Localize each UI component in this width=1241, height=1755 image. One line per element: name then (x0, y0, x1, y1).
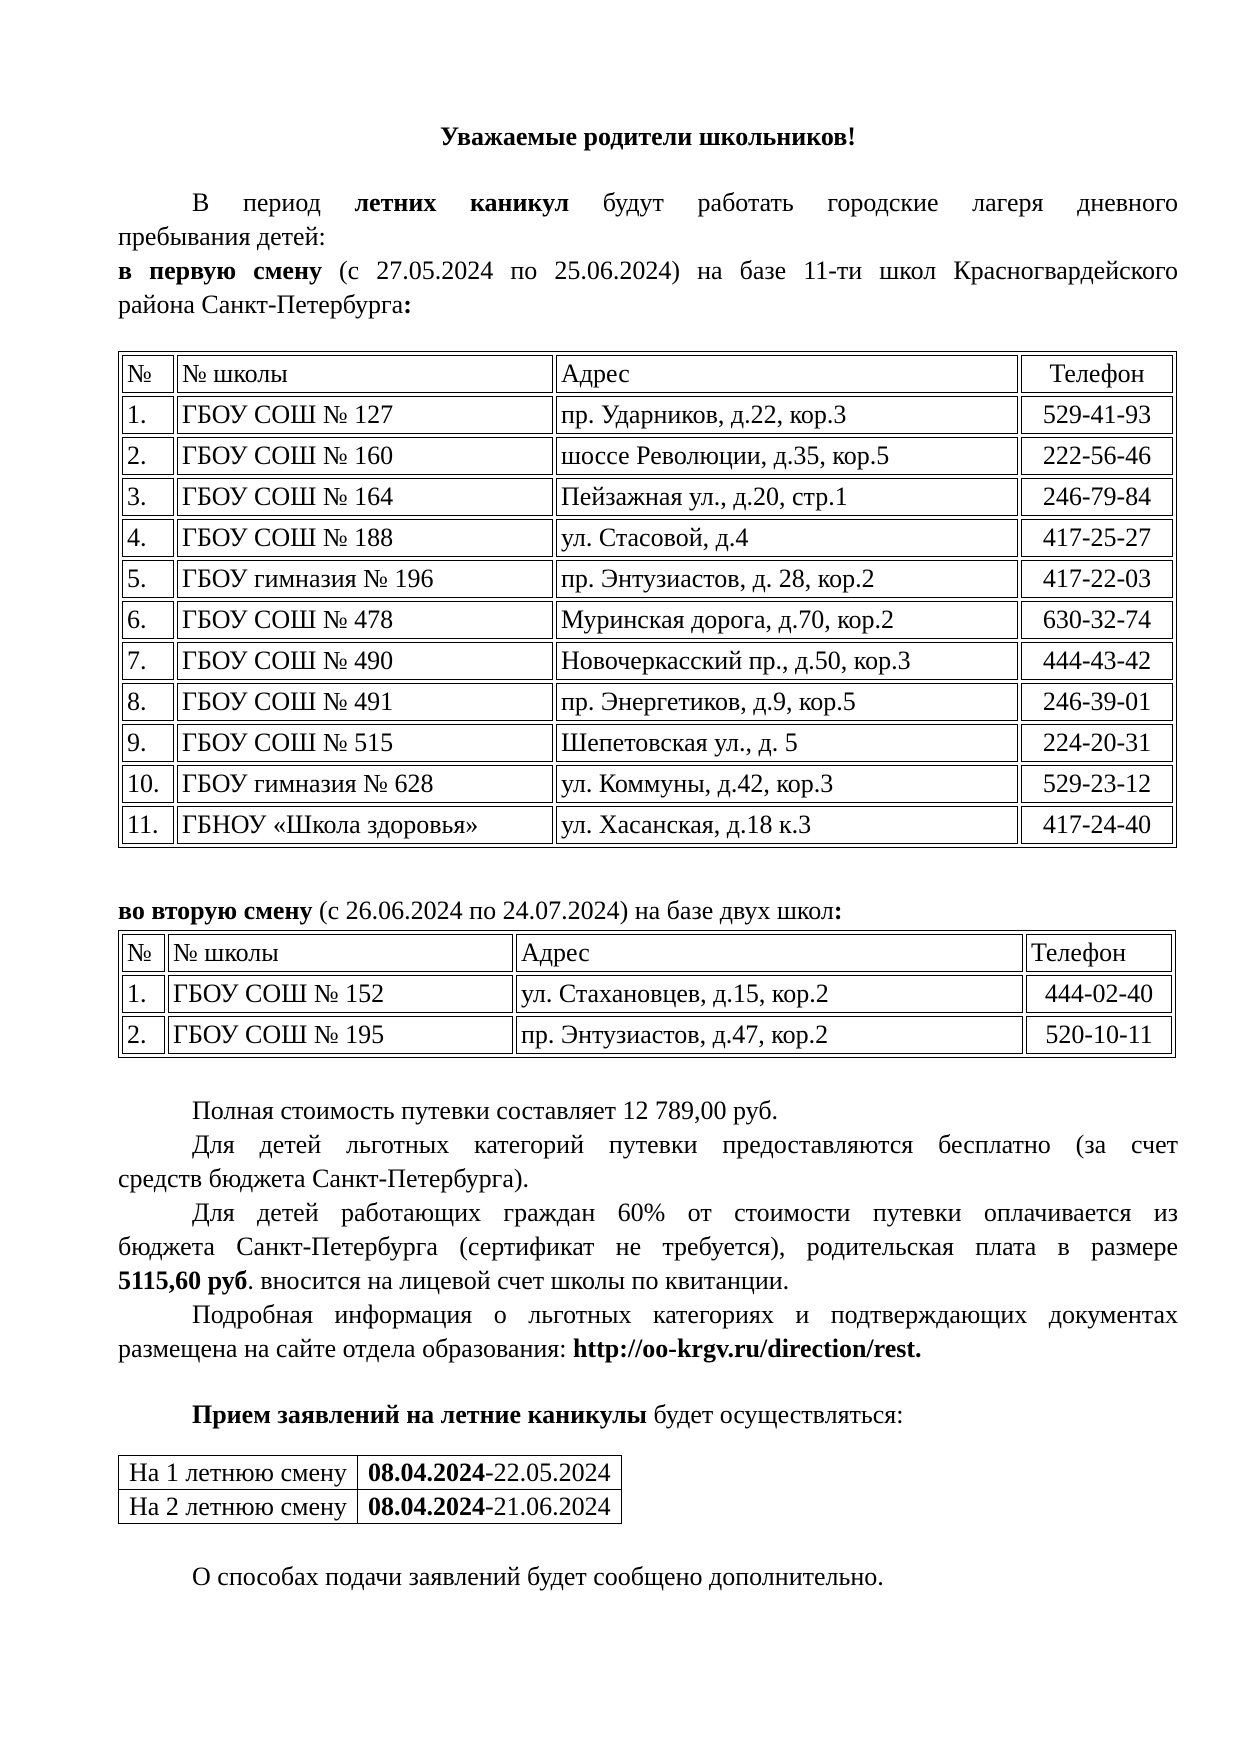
table-cell: ГБОУ СОШ № 491 (177, 683, 553, 721)
start-date: 08.04.2024 (368, 1458, 485, 1487)
table-header-row (122, 934, 1172, 972)
info-link[interactable]: http://oo-krgv.ru/direction/rest. (572, 1334, 922, 1363)
table-cell: ул. Стасовой, д.4 (556, 519, 1018, 557)
table-cell: 8. (122, 683, 174, 721)
intro-paragraph-line1: В период летних каникул будут работать городские лагеря дневного (192, 188, 1178, 217)
table-row (122, 975, 1172, 1013)
table-cell: ГБОУ СОШ № 164 (177, 478, 553, 516)
table-cell: 444-02-40 (1026, 975, 1172, 1013)
table-row (122, 806, 1173, 844)
table-cell: 5. (122, 560, 174, 598)
table-row (122, 519, 1173, 557)
table-cell: ул. Хасанская, д.18 к.3 (556, 806, 1018, 844)
table-cell: 444-43-42 (1021, 642, 1173, 680)
header-cell: № (122, 355, 174, 393)
date-range-cell (358, 1490, 622, 1524)
table-cell: 520-10-11 (1026, 1016, 1172, 1054)
table-cell: 224-20-31 (1021, 724, 1173, 762)
table-row (122, 1016, 1172, 1054)
table-cell: ГБОУ гимназия № 196 (177, 560, 553, 598)
table-cell: ГБОУ СОШ № 188 (177, 519, 553, 557)
table-cell: ГБОУ СОШ № 152 (168, 975, 513, 1013)
table-cell: ул. Коммуны, д.42, кор.3 (556, 765, 1018, 803)
table-cell: 3. (122, 478, 174, 516)
table-cell: ГБОУ СОШ № 195 (168, 1016, 513, 1054)
table-cell: Пейзажная ул., д.20, стр.1 (556, 478, 1018, 516)
table-cell: шоссе Революции, д.35, кор.5 (556, 437, 1018, 475)
table-cell: Шепетовская ул., д. 5 (556, 724, 1018, 762)
applications-heading: Прием заявлений на летние каникулы будет осуществляться: (192, 1400, 904, 1429)
page-title: Уважаемые родители школьников! (440, 122, 856, 151)
shift-label-cell: На 2 летнюю смену (119, 1490, 358, 1524)
table-cell: 4. (122, 519, 174, 557)
footer-note: О способах подачи заявлений будет сообщено дополнительно. (192, 1562, 884, 1591)
table-cell: 529-41-93 (1021, 396, 1173, 434)
table-cell: 417-22-03 (1021, 560, 1173, 598)
table-cell: 6. (122, 601, 174, 639)
header-cell: Адрес (556, 355, 1018, 393)
working-text-line3: 5115,60 руб. вносится на лицевой счет школы по квитанции. (118, 1266, 790, 1295)
shift1-line2: района Санкт-Петербурга: (118, 290, 412, 319)
table-cell: Новочеркасский пр., д.50, кор.3 (556, 642, 1018, 680)
end-date: -22.05.2024 (485, 1458, 611, 1487)
table-cell: 1. (122, 975, 165, 1013)
table-cell: 417-25-27 (1021, 519, 1173, 557)
table-cell: Муринская дорога, д.70, кор.2 (556, 601, 1018, 639)
table-cell: ГБОУ СОШ № 490 (177, 642, 553, 680)
benefit-text-line1: Для детей льготных категорий путевки предоставляются бесплатно (за счет (192, 1130, 1178, 1159)
table-cell: 11. (122, 806, 174, 844)
table-row (122, 560, 1173, 598)
table-row (122, 437, 1173, 475)
header-cell: № (122, 934, 165, 972)
table-cell: ГБОУ СОШ № 515 (177, 724, 553, 762)
start-date: 08.04.2024 (368, 1492, 485, 1521)
table-cell: 630-32-74 (1021, 601, 1173, 639)
shift2-line: во вторую смену (с 26.06.2024 по 24.07.2024) на базе двух школ: (118, 896, 843, 925)
date-range-cell (358, 1456, 622, 1490)
table-row (122, 724, 1173, 762)
info-text-line2: размещена на сайте отдела образования: http://oo-krgv.ru/direction/rest. (118, 1334, 922, 1363)
table-cell: 9. (122, 724, 174, 762)
table-header-row (122, 355, 1173, 393)
table-row (122, 765, 1173, 803)
table-row (122, 601, 1173, 639)
full-cost-text: Полная стоимость путевки составляет 12 789,00 руб. (192, 1096, 779, 1125)
table-cell: ГБОУ СОШ № 160 (177, 437, 553, 475)
table-row (119, 1456, 622, 1490)
table-cell: пр. Энтузиастов, д. 28, кор.2 (556, 560, 1018, 598)
table-row (122, 642, 1173, 680)
table-cell: 222-56-46 (1021, 437, 1173, 475)
benefit-text-line2: средств бюджета Санкт-Петербурга). (118, 1164, 530, 1193)
table-cell: 417-24-40 (1021, 806, 1173, 844)
table-cell: ГБНОУ «Школа здоровья» (177, 806, 553, 844)
table-cell: ГБОУ СОШ № 127 (177, 396, 553, 434)
table-cell: пр. Энтузиастов, д.47, кор.2 (516, 1016, 1023, 1054)
table-cell: пр. Ударников, д.22, кор.3 (556, 396, 1018, 434)
info-text-line1: Подробная информация о льготных категориях и подтверждающих документах (192, 1300, 1178, 1329)
working-text-line2: бюджета Санкт-Петербурга (сертификат не требуется), родительская плата в размере (118, 1232, 1178, 1261)
table-row (122, 478, 1173, 516)
table-cell: 10. (122, 765, 174, 803)
table-cell: ГБОУ гимназия № 628 (177, 765, 553, 803)
shift1-line1: в первую смену (с 27.05.2024 по 25.06.2024) на базе 11-ти школ Красногвардейского (118, 256, 1178, 285)
table-row (122, 683, 1173, 721)
header-cell: № школы (168, 934, 513, 972)
table-cell: ул. Стахановцев, д.15, кор.2 (516, 975, 1023, 1013)
table-cell: ГБОУ СОШ № 478 (177, 601, 553, 639)
table-cell: 246-39-01 (1021, 683, 1173, 721)
header-cell: № школы (177, 355, 553, 393)
first-shift-schools-table (118, 351, 1177, 848)
table-cell: 2. (122, 437, 174, 475)
header-cell: Телефон (1026, 934, 1172, 972)
table-row (119, 1490, 622, 1524)
shift-label-cell: На 1 летнюю смену (119, 1456, 358, 1490)
table-cell: 529-23-12 (1021, 765, 1173, 803)
table-cell: 2. (122, 1016, 165, 1054)
end-date: -21.06.2024 (485, 1492, 611, 1521)
working-text-line1: Для детей работающих граждан 60% от стоимости путевки оплачивается из (192, 1198, 1178, 1227)
header-cell: Телефон (1021, 355, 1173, 393)
second-shift-schools-table (118, 930, 1176, 1058)
intro-paragraph-line2: пребывания детей: (118, 222, 326, 251)
application-dates-table (118, 1455, 622, 1524)
table-cell: 1. (122, 396, 174, 434)
table-cell: 246-79-84 (1021, 478, 1173, 516)
table-cell: пр. Энергетиков, д.9, кор.5 (556, 683, 1018, 721)
table-row (122, 396, 1173, 434)
table-cell: 7. (122, 642, 174, 680)
header-cell: Адрес (516, 934, 1023, 972)
